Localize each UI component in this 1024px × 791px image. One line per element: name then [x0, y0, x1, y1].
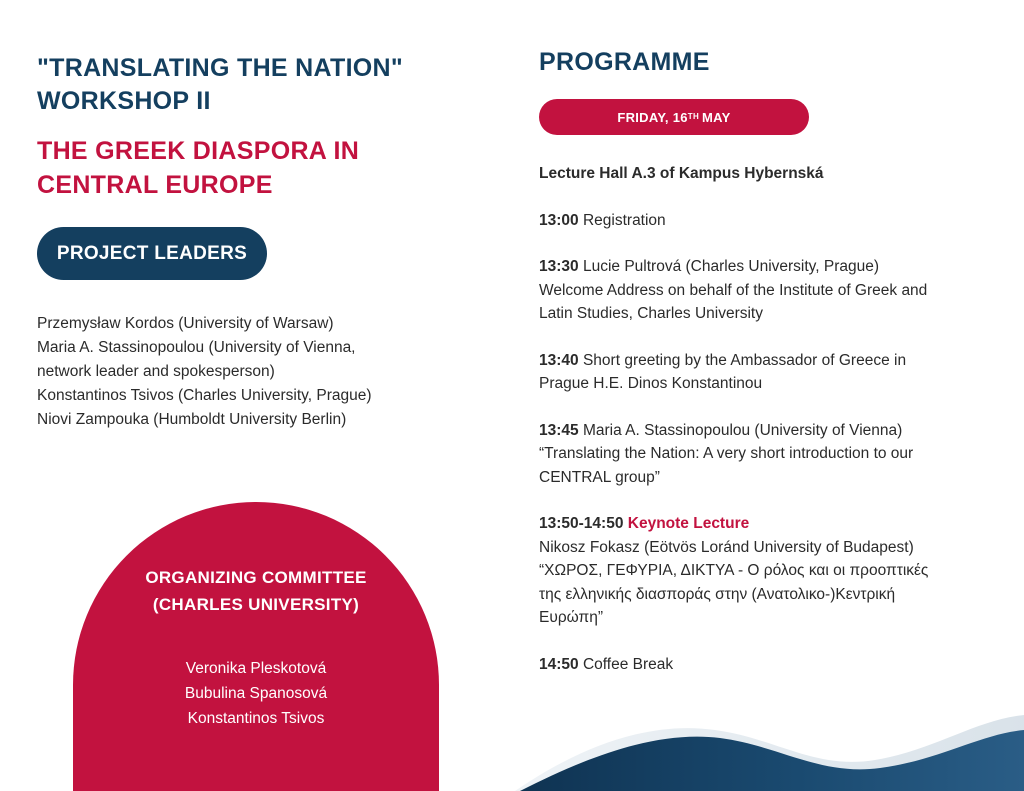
programme-heading: PROGRAMME: [539, 48, 710, 76]
schedule-item: [539, 209, 979, 233]
schedule-text: Prague H.E. Dinos Konstantinou: [539, 375, 763, 392]
schedule-text: Coffee Break: [582, 655, 674, 673]
schedule-text: της ελληνικής διασποράς στην (Ανατολικο-)Κεντρική: [539, 585, 896, 603]
schedule-text: Maria A. Stassinopoulou (University of Vienna): [582, 421, 903, 439]
schedule-item: [539, 512, 979, 630]
workshop-subtitle: [37, 134, 359, 202]
programme-schedule: [539, 162, 979, 699]
date-suffix: MAY: [702, 109, 731, 125]
schedule-text: Ευρώπη”: [539, 609, 603, 626]
schedule-text: “ΧΩΡΟΣ, ΓΕΦΥΡΙΑ, ΔΙΚΤΥΑ - Ο ρόλος και οι προοπτικές: [539, 562, 929, 579]
schedule-text: Lucie Pultrová (Charles University, Prague): [582, 258, 880, 275]
leader-line: network leader and spokesperson): [37, 363, 275, 380]
committee-title-line-2: (CHARLES UNIVERSITY): [152, 595, 360, 614]
date-ordinal: TH: [687, 111, 700, 121]
committee-members-list: [73, 656, 439, 731]
schedule-text: Latin Studies, Charles University: [539, 305, 763, 322]
schedule-text: “Translating the Nation: A very short introduction to our: [539, 445, 914, 462]
workshop-title: [37, 52, 403, 118]
schedule-text: Registration: [582, 211, 666, 229]
project-leaders-list: [37, 312, 417, 432]
schedule-text: Welcome Address on behalf of the Institute of Greek and: [539, 281, 928, 299]
workshop-title-line-2: WORKSHOP II: [37, 87, 211, 115]
schedule-time: 13:30: [539, 258, 579, 275]
workshop-title-line-1: "TRANSLATING THE NATION": [37, 54, 404, 82]
schedule-item: [539, 653, 979, 677]
schedule-time: 13:40: [539, 351, 579, 369]
schedule-time: 14:50: [539, 655, 579, 673]
schedule-item: [539, 349, 979, 396]
committee-member: Veronika Pleskotová: [185, 660, 327, 677]
leader-line: Maria A. Stassinopoulou (University of Vienna,: [37, 339, 356, 356]
committee-title-line-1: ORGANIZING COMMITTEE: [145, 568, 367, 587]
committee-arch-background: [73, 502, 439, 791]
workshop-subtitle-line-1: THE GREEK DIASPORA IN: [37, 137, 360, 165]
schedule-time: 13:45: [539, 421, 579, 439]
organizing-committee-heading: [73, 564, 439, 618]
date-prefix: FRIDAY, 16: [617, 109, 688, 125]
leader-line: Konstantinos Tsivos (Charles University, Prague): [37, 387, 372, 404]
date-badge: [539, 99, 809, 135]
decorative-wave: [515, 690, 1024, 791]
schedule-time: 13:50-14:50: [539, 515, 624, 532]
schedule-item: [539, 255, 979, 326]
keynote-label: Keynote Lecture: [627, 515, 750, 532]
schedule-item: [539, 419, 979, 490]
schedule-text: Short greeting by the Ambassador of Greece in: [582, 351, 907, 369]
schedule-time: 13:00: [539, 211, 579, 229]
venue: Lecture Hall A.3 of Kampus Hybernská: [539, 165, 824, 182]
committee-member: Konstantinos Tsivos: [187, 710, 325, 727]
project-leaders-heading: [37, 227, 267, 280]
workshop-subtitle-line-2: CENTRAL EUROPE: [37, 171, 273, 199]
leader-line: Przemysław Kordos (University of Warsaw): [37, 315, 334, 332]
project-leaders-label: PROJECT LEADERS: [56, 242, 248, 264]
leader-line: Niovi Zampouka (Humboldt University Berlin): [37, 411, 347, 428]
committee-member: Bubulina Spanosová: [184, 685, 328, 702]
schedule-text: Nikosz Fokasz (Eötvös Loránd University of Budapest): [539, 538, 914, 556]
schedule-text: CENTRAL group”: [539, 468, 660, 486]
